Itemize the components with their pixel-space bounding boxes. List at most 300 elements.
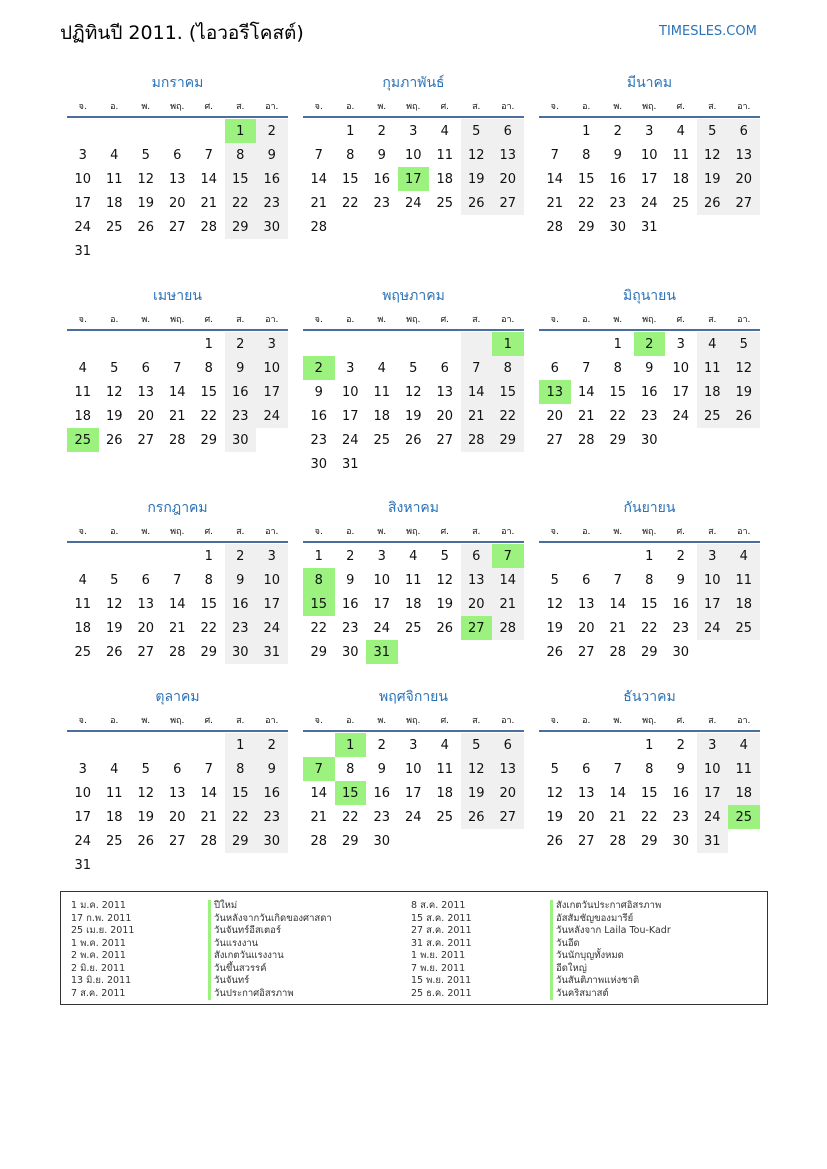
day-cell: 15	[577, 171, 595, 187]
day-cell: 16	[672, 596, 690, 612]
day-cell: 12	[105, 384, 123, 400]
weekday-label: พ.	[613, 527, 623, 537]
day-cell: 17	[640, 171, 658, 187]
day-cell: 12	[697, 143, 729, 167]
day-cell: 29	[640, 833, 658, 849]
weekday-label: พ.	[377, 527, 387, 537]
day-cell: 13	[492, 143, 524, 167]
day-cell: 20	[168, 809, 186, 825]
day-cell: 2	[613, 123, 622, 139]
day-cell: 22	[200, 620, 218, 636]
day-cell: 4	[377, 360, 386, 376]
day-cell: 7	[550, 147, 559, 163]
day-cell: 8	[225, 143, 257, 167]
month-name: กุมภาพันธ์	[382, 75, 445, 91]
weekday-label: อา.	[737, 315, 751, 325]
day-cell: 15	[200, 596, 218, 612]
day-cell: 27	[168, 833, 186, 849]
day-cell: 11	[436, 761, 454, 777]
day-cell: 6	[550, 360, 559, 376]
day-cell: 25	[436, 195, 454, 211]
weekday-label: อ.	[346, 315, 355, 325]
day-cell: 27	[577, 644, 595, 660]
day-cell: 28	[200, 219, 218, 235]
empty-cell	[461, 640, 493, 664]
empty-cell	[461, 452, 493, 476]
day-cell: 4	[728, 733, 760, 757]
day-cell: 25	[436, 809, 454, 825]
legend-holiday-name: วันจันทร์อีสเตอร์	[208, 925, 332, 938]
day-cell: 15	[492, 380, 524, 404]
day-cell: 3	[645, 123, 654, 139]
day-cell: 19	[137, 195, 155, 211]
day-cell: 20	[137, 408, 155, 424]
day-cell: 12	[461, 143, 493, 167]
empty-cell	[162, 544, 194, 568]
empty-cell	[130, 332, 162, 356]
weekday-label: พฤ.	[642, 315, 657, 325]
weekday-label: อา.	[501, 716, 515, 726]
empty-cell	[162, 119, 194, 143]
day-cell: 11	[728, 568, 760, 592]
day-cell: 29	[225, 829, 257, 853]
legend-holiday-name: วันคริสมาสต์	[550, 988, 671, 1001]
day-cell: 1	[204, 548, 213, 564]
empty-cell	[398, 452, 430, 476]
weekday-label: ศ.	[440, 315, 450, 325]
day-cell: 5	[728, 332, 760, 356]
day-cell: 5	[409, 360, 418, 376]
month-calendar	[67, 283, 288, 452]
day-grid	[303, 118, 524, 239]
day-cell: 7	[613, 761, 622, 777]
legend-date: 2 พ.ค. 2011	[71, 950, 126, 961]
month-calendar	[67, 70, 288, 263]
day-cell: 20	[436, 408, 454, 424]
day-cell: 10	[74, 171, 92, 187]
day-cell: 3	[377, 548, 386, 564]
empty-cell	[225, 239, 257, 263]
day-cell: 23	[672, 620, 690, 636]
day-cell: 16	[672, 785, 690, 801]
month-calendar	[303, 684, 524, 853]
day-cell: 3	[409, 737, 418, 753]
weekday-label: ส.	[236, 527, 245, 537]
day-cell: 23	[672, 809, 690, 825]
day-cell: 24	[74, 219, 92, 235]
day-cell: 29	[577, 219, 595, 235]
day-cell: 4	[728, 544, 760, 568]
legend-holiday-name: วันอีด	[550, 938, 671, 951]
empty-cell	[429, 452, 461, 476]
empty-cell	[99, 544, 131, 568]
weekday-label: จ.	[78, 102, 87, 112]
day-cell: 17	[256, 592, 288, 616]
empty-cell	[162, 853, 194, 877]
day-cell: 9	[613, 147, 622, 163]
day-cell: 4	[676, 123, 685, 139]
day-cell: 22	[341, 195, 359, 211]
day-cell: 9	[645, 360, 654, 376]
day-cell: 5	[550, 572, 559, 588]
day-cell: 18	[105, 809, 123, 825]
day-cell: 7	[492, 544, 524, 568]
empty-cell	[571, 332, 603, 356]
day-cell: 20	[461, 592, 493, 616]
legend-holiday-name: อีดใหญ่	[550, 963, 671, 976]
day-cell: 13	[168, 171, 186, 187]
weekday-header	[303, 96, 524, 118]
weekday-label: พ.	[377, 716, 387, 726]
day-cell: 12	[728, 356, 760, 380]
day-cell: 2	[256, 733, 288, 757]
day-cell: 8	[492, 356, 524, 380]
day-cell: 9	[314, 384, 323, 400]
day-cell: 27	[577, 833, 595, 849]
day-cell: 28	[546, 219, 564, 235]
weekday-label: ศ.	[676, 315, 686, 325]
day-cell: 19	[105, 620, 123, 636]
weekday-label: จ.	[314, 716, 323, 726]
legend-date: 1 ม.ค. 2011	[71, 900, 126, 911]
day-cell: 5	[110, 572, 119, 588]
day-cell: 4	[409, 548, 418, 564]
day-cell: 30	[672, 644, 690, 660]
day-cell: 19	[461, 167, 493, 191]
day-cell: 20	[492, 781, 524, 805]
day-cell: 28	[609, 644, 627, 660]
weekday-label: ส.	[708, 716, 717, 726]
day-cell: 25	[105, 833, 123, 849]
day-cell: 19	[546, 620, 564, 636]
day-cell: 14	[609, 596, 627, 612]
day-cell: 29	[310, 644, 328, 660]
day-cell: 6	[492, 733, 524, 757]
day-cell: 8	[645, 572, 654, 588]
day-cell: 15	[335, 781, 367, 805]
weekday-label: อ.	[582, 315, 591, 325]
day-cell: 19	[105, 408, 123, 424]
day-cell: 22	[640, 620, 658, 636]
month-name: เมษายน	[153, 288, 202, 304]
day-cell: 8	[303, 568, 335, 592]
day-grid	[67, 732, 288, 877]
empty-cell	[429, 215, 461, 239]
weekday-label: ศ.	[676, 102, 686, 112]
empty-cell	[193, 119, 225, 143]
legend-holiday-name: สังเกตวันแรงงาน	[208, 950, 332, 963]
day-cell: 4	[110, 147, 119, 163]
day-cell: 23	[225, 404, 257, 428]
month-name: ธันวาคม	[623, 689, 676, 705]
weekday-label: จ.	[550, 527, 559, 537]
legend-holiday-name: สังเกตวันประกาศอิสรภาพ	[550, 900, 671, 913]
site-link[interactable]: TIMESLES.COM	[659, 24, 757, 39]
empty-cell	[256, 239, 288, 263]
weekday-label: อ.	[110, 102, 119, 112]
day-cell: 31	[74, 243, 92, 259]
day-cell: 4	[440, 737, 449, 753]
day-cell: 18	[436, 785, 454, 801]
day-cell: 26	[105, 644, 123, 660]
day-cell: 28	[168, 644, 186, 660]
day-cell: 30	[225, 640, 257, 664]
day-cell: 18	[728, 592, 760, 616]
weekday-label: อา.	[265, 102, 279, 112]
weekday-label: ศ.	[440, 102, 450, 112]
day-grid	[303, 543, 524, 664]
month-calendar	[303, 283, 524, 476]
weekday-header	[67, 521, 288, 543]
day-cell: 15	[609, 384, 627, 400]
weekday-label: จ.	[78, 716, 87, 726]
weekday-label: พฤ.	[642, 716, 657, 726]
day-cell: 9	[225, 356, 257, 380]
legend-date: 1 พ.ย. 2011	[411, 950, 466, 961]
day-cell: 30	[640, 432, 658, 448]
day-cell: 1	[645, 737, 654, 753]
day-cell: 17	[404, 785, 422, 801]
day-cell: 2	[676, 737, 685, 753]
weekday-label: ศ.	[204, 716, 214, 726]
day-cell: 5	[550, 761, 559, 777]
day-cell: 7	[303, 757, 335, 781]
day-cell: 21	[609, 809, 627, 825]
empty-cell	[67, 733, 99, 757]
weekday-label: อา.	[501, 527, 515, 537]
day-cell: 29	[609, 432, 627, 448]
legend-holiday-name: วันหลังจากวันเกิดของศาสดา	[208, 913, 332, 926]
day-grid	[67, 118, 288, 263]
day-cell: 28	[310, 833, 328, 849]
legend-right-dates	[411, 900, 472, 1000]
day-cell: 27	[168, 219, 186, 235]
day-cell: 18	[105, 195, 123, 211]
day-cell: 24	[697, 805, 729, 829]
day-cell: 11	[74, 596, 92, 612]
page-title: ปฏิทินปี 2011. (ไอวอรีโคสต์)	[60, 22, 304, 44]
day-cell: 28	[200, 833, 218, 849]
day-cell: 5	[141, 761, 150, 777]
weekday-header	[67, 96, 288, 118]
day-cell: 4	[440, 123, 449, 139]
day-cell: 11	[436, 147, 454, 163]
day-cell: 28	[577, 432, 595, 448]
empty-cell	[193, 733, 225, 757]
empty-cell	[571, 733, 603, 757]
empty-cell	[492, 452, 524, 476]
day-cell: 23	[640, 408, 658, 424]
day-cell: 10	[404, 147, 422, 163]
empty-cell	[429, 640, 461, 664]
empty-cell	[99, 853, 131, 877]
day-cell: 15	[640, 785, 658, 801]
month-calendar	[539, 283, 760, 452]
empty-cell	[366, 452, 398, 476]
day-cell: 25	[404, 620, 422, 636]
day-cell: 21	[168, 620, 186, 636]
day-cell: 11	[404, 572, 422, 588]
weekday-label: ศ.	[440, 527, 450, 537]
day-cell: 23	[310, 432, 328, 448]
day-cell: 14	[200, 171, 218, 187]
empty-cell	[697, 428, 729, 452]
empty-cell	[429, 829, 461, 853]
day-cell: 16	[609, 171, 627, 187]
day-cell: 8	[225, 757, 257, 781]
weekday-label: ส.	[708, 102, 717, 112]
day-cell: 17	[697, 592, 729, 616]
day-cell: 25	[697, 404, 729, 428]
day-cell: 8	[346, 761, 355, 777]
empty-cell	[67, 332, 99, 356]
weekday-header	[303, 710, 524, 732]
day-cell: 11	[105, 171, 123, 187]
weekday-label: พ.	[613, 315, 623, 325]
day-cell: 17	[74, 195, 92, 211]
day-cell: 10	[74, 785, 92, 801]
weekday-label: พ.	[141, 716, 151, 726]
day-cell: 1	[645, 548, 654, 564]
day-cell: 31	[366, 640, 398, 664]
weekday-label: อ.	[110, 527, 119, 537]
day-cell: 26	[697, 191, 729, 215]
day-cell: 9	[676, 761, 685, 777]
month-name: มิถุนายน	[623, 288, 676, 304]
day-cell: 27	[436, 432, 454, 448]
day-cell: 13	[539, 380, 571, 404]
day-cell: 3	[697, 544, 729, 568]
day-cell: 12	[546, 785, 564, 801]
day-cell: 31	[341, 456, 359, 472]
day-cell: 9	[256, 143, 288, 167]
day-cell: 26	[105, 432, 123, 448]
empty-cell	[571, 544, 603, 568]
day-cell: 21	[168, 408, 186, 424]
legend-holiday-name: วันหลังจาก Laila Tou-Kadr	[550, 925, 671, 938]
day-cell: 13	[461, 568, 493, 592]
empty-cell	[303, 733, 335, 757]
day-cell: 24	[672, 408, 690, 424]
day-cell: 21	[310, 195, 328, 211]
empty-cell	[539, 544, 571, 568]
weekday-label: พ.	[141, 102, 151, 112]
day-cell: 27	[137, 432, 155, 448]
weekday-label: ศ.	[440, 716, 450, 726]
month-calendar	[539, 684, 760, 853]
day-cell: 17	[672, 384, 690, 400]
empty-cell	[539, 332, 571, 356]
day-cell: 25	[728, 805, 760, 829]
legend-left-names	[208, 900, 332, 1000]
day-cell: 10	[672, 360, 690, 376]
day-cell: 9	[377, 761, 386, 777]
day-cell: 6	[582, 572, 591, 588]
day-cell: 22	[640, 809, 658, 825]
empty-cell	[461, 332, 493, 356]
legend-date: 7 พ.ย. 2011	[411, 962, 466, 974]
day-cell: 22	[225, 805, 257, 829]
empty-cell	[398, 332, 430, 356]
day-cell: 3	[78, 147, 87, 163]
day-cell: 20	[546, 408, 564, 424]
day-cell: 24	[697, 616, 729, 640]
day-cell: 30	[672, 833, 690, 849]
day-cell: 3	[409, 123, 418, 139]
day-cell: 23	[256, 191, 288, 215]
day-cell: 24	[404, 809, 422, 825]
empty-cell	[335, 332, 367, 356]
day-cell: 18	[728, 781, 760, 805]
day-cell: 1	[225, 733, 257, 757]
day-cell: 19	[436, 596, 454, 612]
day-cell: 15	[303, 592, 335, 616]
day-cell: 14	[310, 171, 328, 187]
day-cell: 30	[341, 644, 359, 660]
empty-cell	[728, 428, 760, 452]
day-cell: 16	[640, 384, 658, 400]
day-cell: 21	[200, 809, 218, 825]
weekday-label: ส.	[472, 102, 481, 112]
empty-cell	[492, 829, 524, 853]
day-cell: 20	[168, 195, 186, 211]
legend-holiday-name: วันประกาศอิสรภาพ	[208, 988, 332, 1001]
day-cell: 25	[728, 616, 760, 640]
empty-cell	[67, 544, 99, 568]
weekday-label: อา.	[737, 716, 751, 726]
weekday-header	[539, 309, 760, 331]
empty-cell	[162, 332, 194, 356]
weekday-label: พ.	[141, 315, 151, 325]
day-cell: 6	[173, 147, 182, 163]
empty-cell	[398, 829, 430, 853]
day-cell: 6	[141, 572, 150, 588]
day-cell: 19	[137, 809, 155, 825]
empty-cell	[461, 215, 493, 239]
legend-right-names	[550, 900, 671, 1000]
day-cell: 10	[697, 757, 729, 781]
day-cell: 22	[577, 195, 595, 211]
legend-date: 7 ส.ค. 2011	[71, 987, 126, 999]
day-cell: 24	[341, 432, 359, 448]
day-cell: 4	[78, 572, 87, 588]
day-cell: 27	[546, 432, 564, 448]
empty-cell	[130, 733, 162, 757]
empty-cell	[303, 332, 335, 356]
day-cell: 30	[609, 219, 627, 235]
weekday-label: อา.	[737, 102, 751, 112]
day-cell: 13	[577, 785, 595, 801]
day-cell: 12	[404, 384, 422, 400]
legend-holiday-name: วันสันติภาพแห่งชาติ	[550, 975, 671, 988]
day-cell: 5	[110, 360, 119, 376]
day-cell: 22	[341, 809, 359, 825]
day-cell: 13	[577, 596, 595, 612]
day-cell: 11	[728, 757, 760, 781]
day-cell: 16	[225, 380, 257, 404]
day-cell: 25	[105, 219, 123, 235]
legend-date: 25 เม.ย. 2011	[71, 925, 135, 936]
day-grid	[539, 118, 760, 239]
day-cell: 26	[137, 219, 155, 235]
empty-cell	[602, 733, 634, 757]
day-cell: 31	[256, 640, 288, 664]
day-cell: 26	[546, 644, 564, 660]
day-cell: 12	[546, 596, 564, 612]
empty-cell	[303, 119, 335, 143]
weekday-header	[303, 521, 524, 543]
day-cell: 14	[168, 384, 186, 400]
